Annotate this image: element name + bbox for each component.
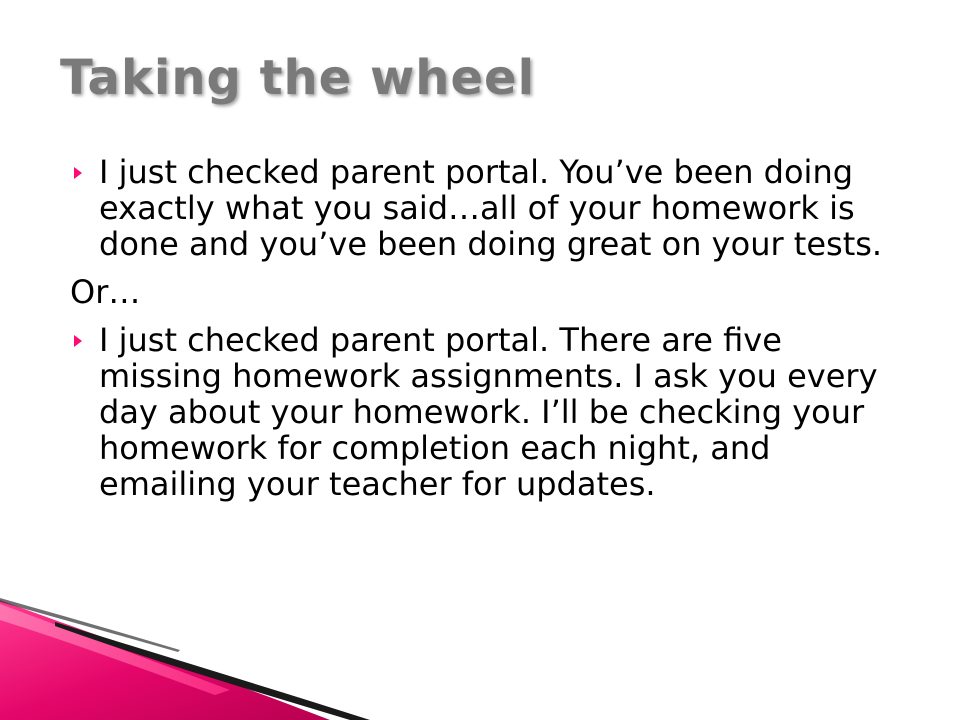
triangle-right-icon	[74, 167, 82, 179]
slide-content	[70, 154, 910, 514]
bullet-item-1	[70, 154, 910, 262]
plain-text-or: Or…	[70, 273, 141, 311]
bullet-item-2	[70, 322, 910, 502]
bullet-text-2: I just checked parent portal. There are five missing homework assignments. I ask you every day about your homework. I’ll be checking your homework for completion each night, and emailing your teacher for updates.	[99, 321, 878, 503]
slide-title: Taking the wheel	[60, 50, 536, 106]
bullet-text-1: I just checked parent portal. You’ve been doing exactly what you said…all of your homework is done and you’ve been doing great on your tests.	[99, 153, 883, 263]
corner-swoosh-decoration	[0, 560, 960, 720]
triangle-right-icon	[74, 335, 82, 347]
